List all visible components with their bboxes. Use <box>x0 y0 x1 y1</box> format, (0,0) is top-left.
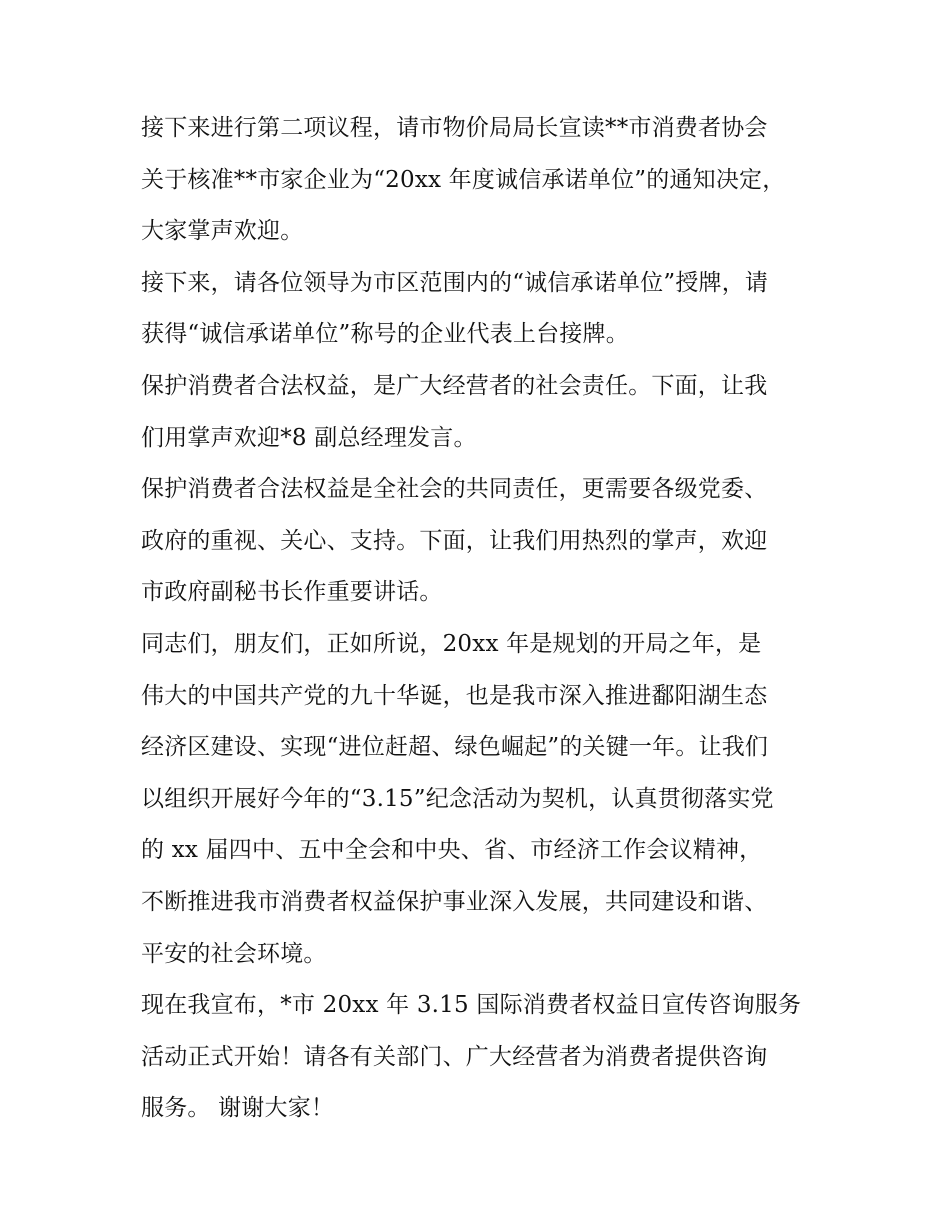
text-line: 活动正式开始！请各有关部门、广大经营者为消费者提供咨询 <box>141 1043 768 1070</box>
text-line: 现在我宣布，*市 20xx 年 3.15 国际消费者权益日宣传咨询服务 <box>141 992 802 1019</box>
text-line: 大家掌声欢迎。 <box>141 218 304 245</box>
text-line: 关于核准**市家企业为“20xx 年度诚信承诺单位”的通知决定， <box>141 166 786 193</box>
text-line: 的 xx 届四中、五中全会和中央、省、市经济工作会议精神， <box>141 837 763 864</box>
document-body <box>141 103 821 1135</box>
text-line: 接下来，请各位领导为市区范围内的“诚信承诺单位”授牌，请 <box>141 269 769 296</box>
text-line: 不断推进我市消费者权益保护事业深入发展，共同建设和谐、 <box>141 888 768 915</box>
text-line: 以组织开展好今年的“3.15”纪念活动为契机，认真贯彻落实党 <box>141 785 774 812</box>
text-line: 同志们，朋友们，正如所说，20xx 年是规划的开局之年，是 <box>141 630 762 657</box>
text-line: 伟大的中国共产党的九十华诞，也是我市深入推进鄱阳湖生态 <box>141 682 768 709</box>
text-line: 市政府副秘书长作重要讲话。 <box>141 579 443 606</box>
text-line: 服务。 谢谢大家！ <box>141 1095 335 1122</box>
text-line: 经济区建设、实现“进位赶超、绿色崛起”的关键一年。让我们 <box>141 734 769 761</box>
text-line: 保护消费者合法权益，是广大经营者的社会责任。下面，让我 <box>141 372 768 399</box>
text-line: 政府的重视、关心、支持。下面，让我们用热烈的掌声，欢迎 <box>141 527 768 554</box>
text-line: 们用掌声欢迎*8 副总经理发言。 <box>141 424 477 451</box>
text-line: 接下来进行第二项议程，请市物价局局长宣读**市消费者协会 <box>141 115 768 141</box>
text-line: 平安的社会环境。 <box>141 940 327 967</box>
text-line: 保护消费者合法权益是全社会的共同责任，更需要各级党委、 <box>141 476 768 503</box>
text-line: 获得“诚信承诺单位”称号的企业代表上台接牌。 <box>141 321 629 348</box>
